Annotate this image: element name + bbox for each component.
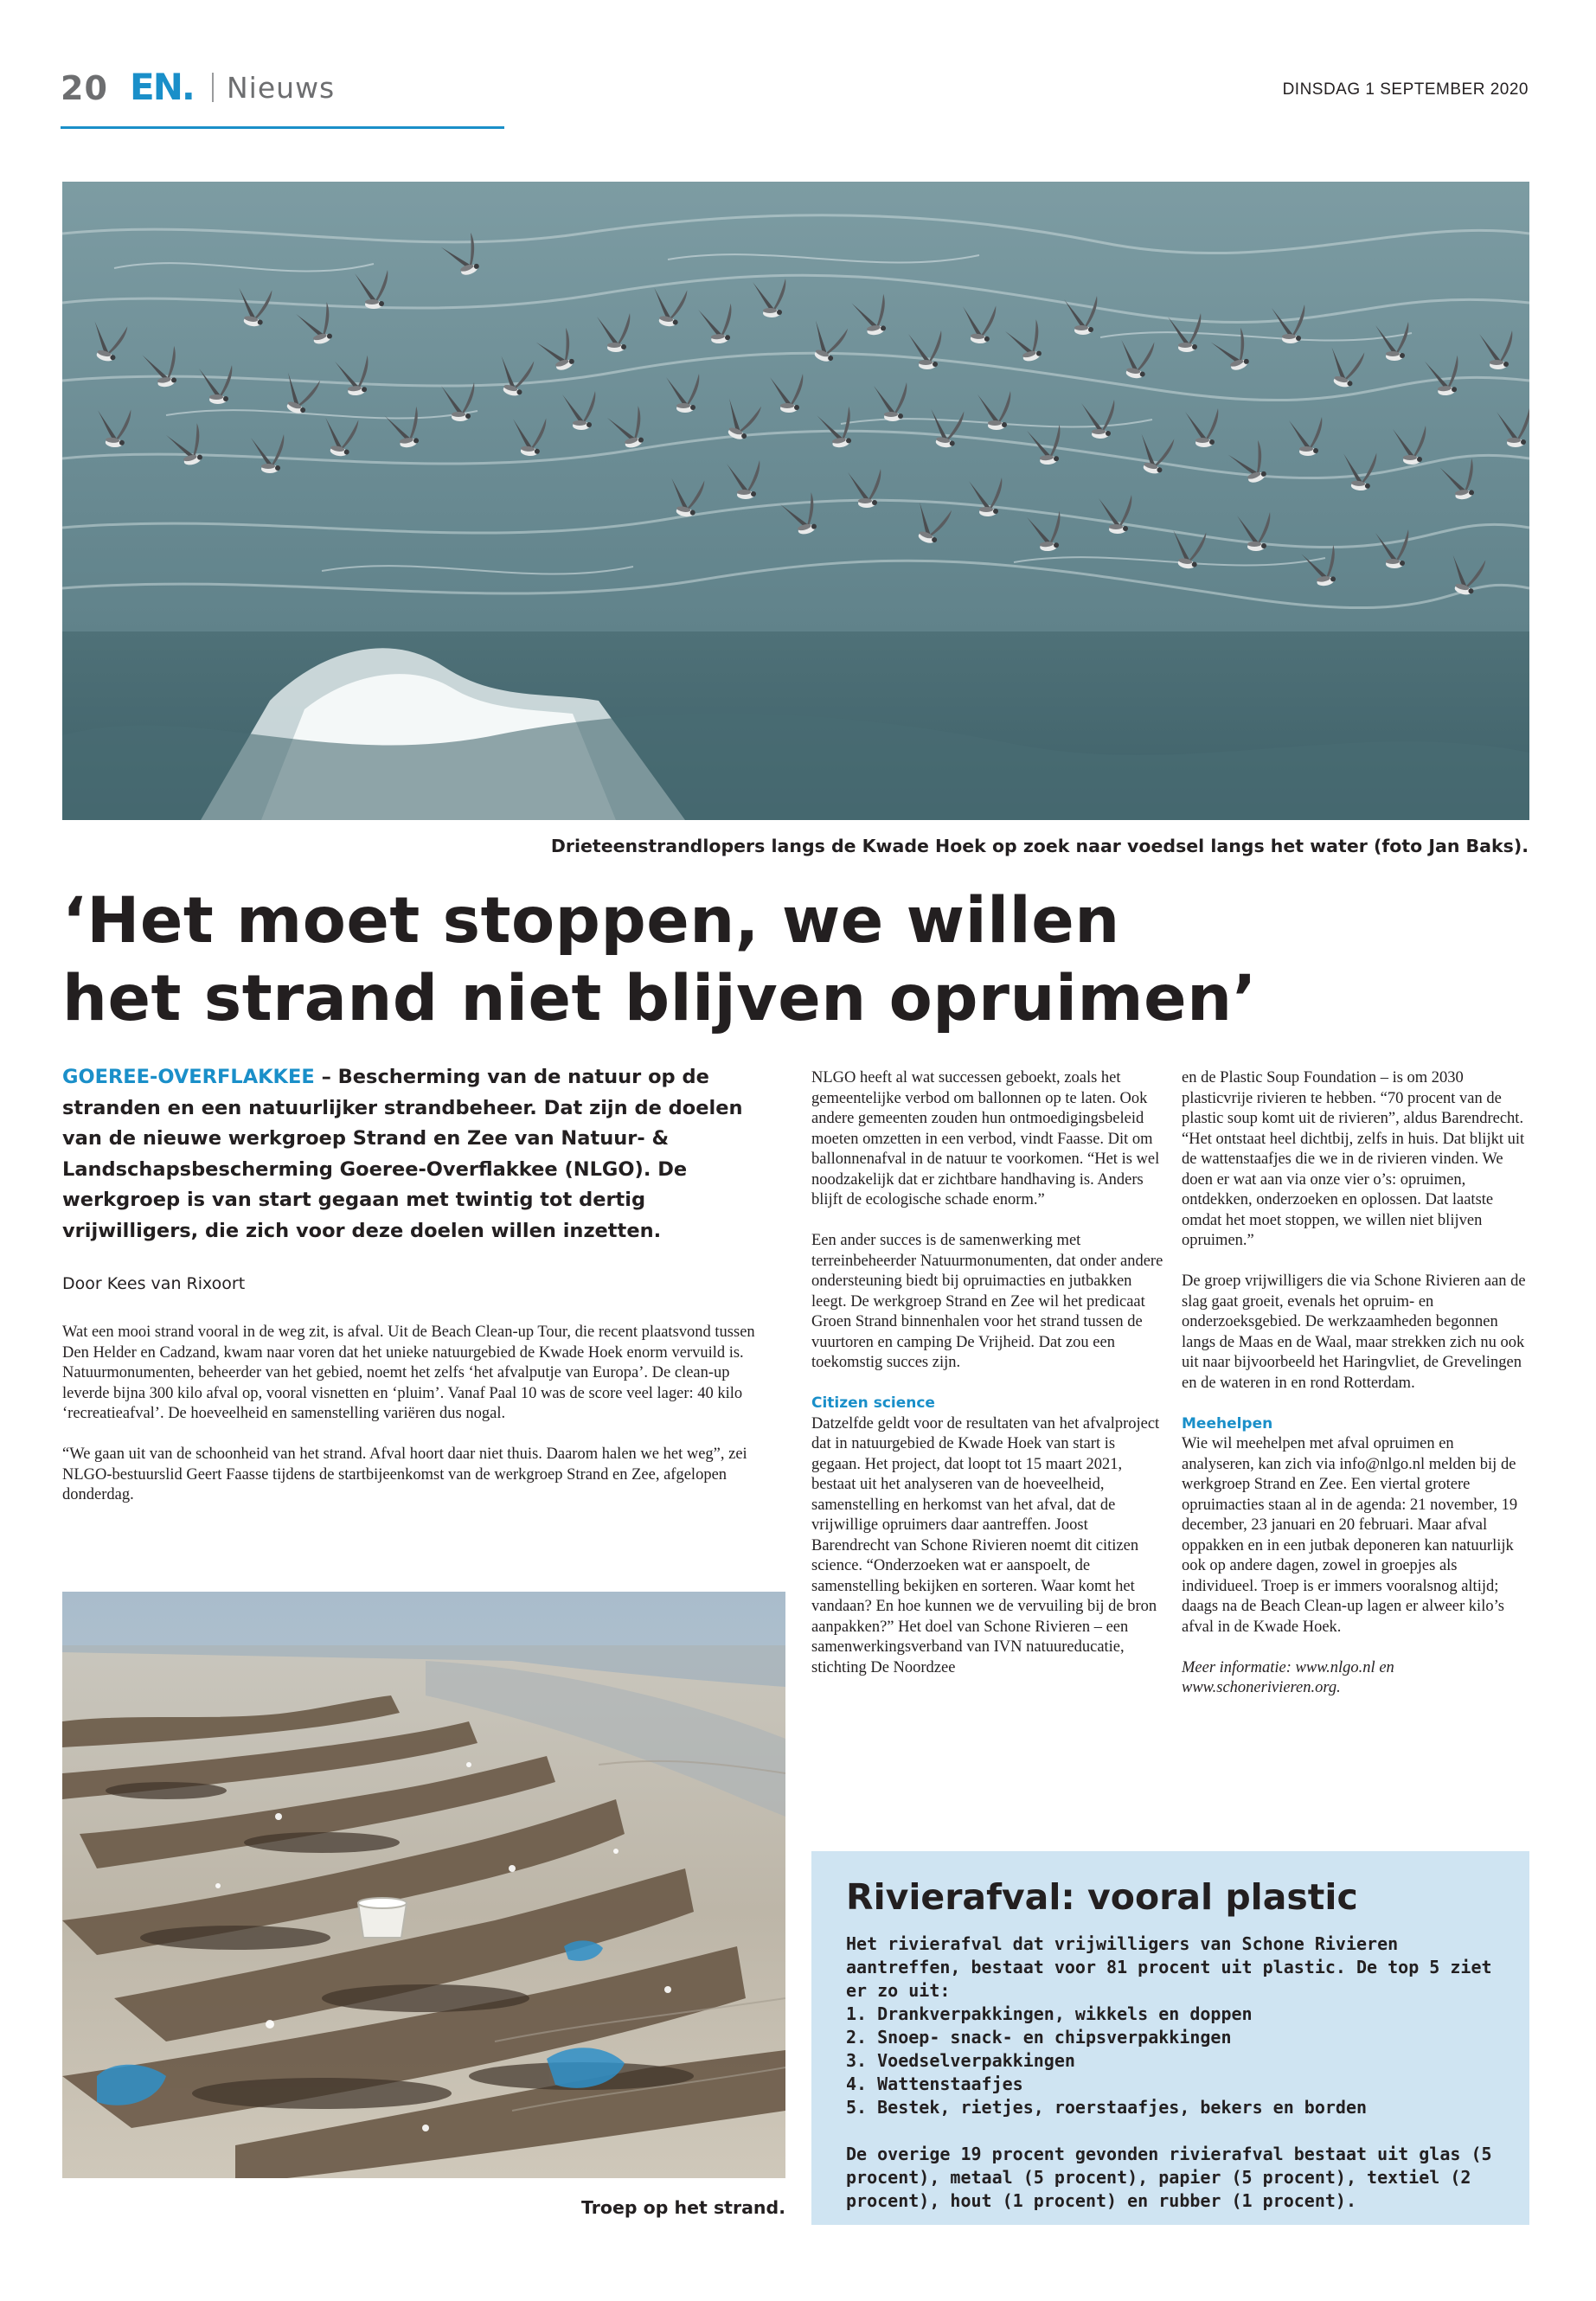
headline-line-2: het strand niet blijven opruimen’ xyxy=(62,962,1257,1035)
bottom-photo-caption: Troep op het strand. xyxy=(581,2197,785,2218)
list-item: 5. Bestek, rietjes, roerstaafjes, bekers en borden xyxy=(846,2097,1368,2118)
beach-litter-photo-illustration xyxy=(62,1592,785,2178)
paragraph: Een ander succes is de samenwerking met terreinbeheerder Natuurmonumenten, dat onder andere ondersteuning biedt bij opruimacties en jutbakken leegt. De werkgroep Strand en Zee wil het predicaat Groen Strand binnenhalen voor het strand tussen de vuurtoren en camping De Vrijheid. Dat zou een toekomstig succes zijn. xyxy=(811,1232,1163,1371)
info-box-rivierafval xyxy=(811,1851,1529,2225)
list-item: 2. Snoep- snack- en chipsverpakkingen xyxy=(846,2027,1232,2048)
info-box-intro: Het rivierafval dat vrijwilligers van Schone Rivieren aantreffen, bestaat voor 81 procent uit plastic. De top 5 ziet er zo uit: xyxy=(846,1933,1492,2001)
newspaper-logo: EN. xyxy=(130,66,194,108)
beach-litter-photo xyxy=(62,1592,785,2178)
subhead-meehelpen: Meehelpen xyxy=(1182,1414,1273,1433)
page-number: 20 xyxy=(61,69,108,107)
intro-text: – Bescherming van de natuur op de stranden en een natuurlijker strandbeheer. Dat zijn de doelen van de nieuwe werkgroep Strand en Zee van Natuur- & Landschapsbescherming Goeree-Overflakkee (NLGO). De werkgroep is van start gegaan met twintig tot dertig vrijwilligers, die zich voor deze doelen willen inzetten. xyxy=(62,1066,743,1242)
section-label: Nieuws xyxy=(227,71,336,105)
info-box-body xyxy=(846,1932,1495,2213)
header-divider xyxy=(212,73,214,102)
article-column-3 xyxy=(1182,1068,1529,1719)
info-box-title: Rivierafval: vooral plastic xyxy=(846,1876,1358,1918)
paragraph: Wie wil meehelpen met afval opruimen en analyseren, kan zich via info@nlgo.nl melden bij de werkgroep Strand en Zee. Een viertal grotere opruimacties staan al in de agenda: 21 november, 19 december, 23 januari en 20 februari. Maar afval oppakken en in een jutbak deponeren kan natuurlijk ook op andere dagen, zowel in groepjes als individueel. Troep is er immers vooralsnog altijd; daags na de Beach Clean-up lagen er alweer kilo’s afval in de Kwade Hoek. xyxy=(1182,1435,1518,1636)
article-headline xyxy=(62,882,1273,1038)
article-column-1 xyxy=(62,1323,772,1526)
header-rule xyxy=(61,126,504,129)
article-intro xyxy=(62,1062,765,1247)
sandpipers-photo-illustration xyxy=(62,182,1529,820)
top5-list xyxy=(846,2003,1495,2119)
list-item: 1. Drankverpakkingen, wikkels en doppen xyxy=(846,2003,1253,2024)
paragraph: “We gaan uit van de schoonheid van het strand. Afval hoort daar niet thuis. Daarom halen we het weg”, zei NLGO-bestuurslid Geert Faasse tijdens de startbijeenkomst van de werkgroep Strand en Zee, afgelopen donderdag. xyxy=(62,1445,747,1503)
top-photo-caption: Drieteenstrandlopers langs de Kwade Hoek op zoek naar voedsel langs het water (foto Jan Baks). xyxy=(550,836,1529,856)
paragraph: en de Plastic Soup Foundation – is om 2030 plasticvrije rivieren te hebben. “70 procent van de plastic soup komt uit de rivieren”, aldus Barendrecht. “Het ontstaat heel dichtbij, zelfs in huis. Dat blijkt uit de wattenstaafjes die we in de rivieren vinden. We doen er wat aan via onze vier o’s: opruimen, ontdekken, onderzoeken en oplossen. Dat laatste omdat het moet stoppen, we willen niet blijven opruimen.” xyxy=(1182,1069,1525,1249)
paragraph: De groep vrijwilligers die via Schone Rivieren aan de slag gaat groeit, evenals het opruim- en onderzoeksgebied. De werkzaamheden begonnen langs de Maas en de Waal, maar strekken zich nu ook uit naar bijvoorbeeld het Haringvliet, de Grevelingen en de wateren in en rond Rotterdam. xyxy=(1182,1272,1526,1392)
paragraph: Wat een mooi strand vooral in de weg zit, is afval. Uit de Beach Clean-up Tour, die recent plaatsvond tussen Den Helder en Cadzand, kwam naar voren dat het unieke natuurgebied de Kwade Hoek enorm vervuild is. Natuurmonumenten, beheerder van het gebied, noemt het zelfs ‘het afvalputje van Europa’. De clean-up leverde bijna 300 kilo afval op, vooral visnetten en ‘pluim’. Vanaf Paal 10 was de score veel lager: 40 kilo ‘recreatieafval’. De hoeveelheid en samenstelling variëren dus nogal. xyxy=(62,1324,755,1422)
info-box-outro: De overige 19 procent gevonden rivierafval bestaat uit glas (5 procent), metaal (5 procent), papier (5 procent), textiel (2 procent), hout (1 procent) en rubber (1 procent). xyxy=(846,2144,1492,2211)
paragraph: NLGO heeft al wat successen geboekt, zoals het gemeentelijke verbod om ballonnen op te laten. Ook andere gemeenten zouden hun ontmoedigingsbeleid moeten omzetten in een verbod, vindt Faasse. Dit om ballonnenafval in de natuur te voorkomen. “Het is wel noodzakelijk dat er zichtbare handhaving is. Anders blijft de ecologische schade enorm.” xyxy=(811,1069,1160,1208)
sandpipers-photo xyxy=(62,182,1529,820)
list-item: 3. Voedselverpakkingen xyxy=(846,2050,1075,2071)
subhead-citizen-science: Citizen science xyxy=(811,1394,935,1412)
byline: Door Kees van Rixoort xyxy=(62,1274,246,1293)
dateline-place: GOEREE-OVERFLAKKEE xyxy=(62,1066,315,1088)
paragraph: Datzelfde geldt voor de resultaten van het afvalproject dat in natuurgebied de Kwade Hoek van start is gegaan. Het project, dat loopt tot 15 maart 2021, bestaat uit het analyseren van de hoeveelheid, samenstelling en herkomst van het afval, dat de vrijwillige opruimers daar aantreffen. Joost Barendrecht van Schone Rivieren noemt dit citizen science. “Onderzoeken wat er aanspoelt, de samenstelling bekijken en sorteren. Waar komt het vandaan? En hoe kunnen we de vervuiling bij de bron aanpakken?” Het doel van Schone Rivieren – een samenwerkingsverband van IVN natuureducatie, stichting De Noordzee xyxy=(811,1414,1160,1676)
bucket-icon xyxy=(358,1898,407,1938)
list-item: 4. Wattenstaafjes xyxy=(846,2073,1023,2094)
issue-date: DINSDAG 1 SEPTEMBER 2020 xyxy=(1282,80,1529,99)
more-info: Meer informatie: www.nlgo.nl en www.schonerivieren.org. xyxy=(1182,1658,1394,1696)
article-column-2 xyxy=(811,1068,1168,1699)
headline-line-1: ‘Het moet stoppen, we willen xyxy=(62,884,1120,958)
